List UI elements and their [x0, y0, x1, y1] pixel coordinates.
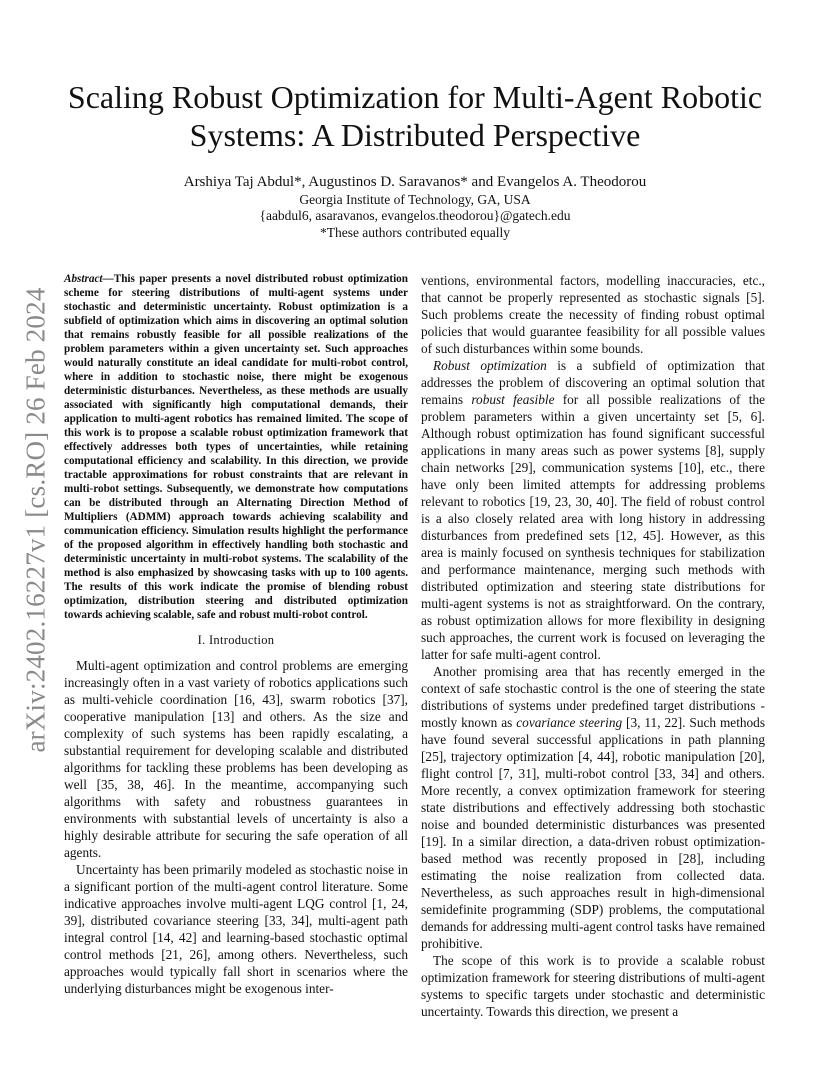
body-paragraph [421, 272, 765, 357]
author-list: Arshiya Taj Abdul*, Augustinos D. Saravanos* and Evangelos A. Theodorou [183, 174, 647, 190]
paragraph-text: Another promising area that has recently emerged in the context of safe stochastic control is the one of steering the state distributions of systems under predefined target distributions - mostly known as [421, 664, 765, 730]
arxiv-identifier-text: arXiv:2402.16227v1 [cs.RO] 26 Feb 2024 [20, 287, 51, 753]
intro-paragraph: Multi-agent optimization and control problems are emerging increasingly often in a vast variety of robotics applications such as multi-vehicle coordination [16, 43], swarm robotics [37], cooperative manipulation [13] and others. As the size and complexity of such systems has been rapidly escalating, a substantial requirement for developing scalable and distributed algorithms for tackling these problems has been developing as well [35, 38, 46]. In the meantime, accompanying such algorithms with safety and robustness guarantees in environments with substantial levels of uncertainty is also a highly desirable attribute for securing the safe operation of all agents. [64, 658, 408, 860]
body-paragraph [421, 663, 765, 952]
paper-title: Scaling Robust Optimization for Multi-Agent Robotic Systems: A Distributed Perspective [67, 79, 763, 153]
body-paragraph [421, 952, 765, 1020]
paragraph-text: [3, 11, 22]. Such methods have found several successful applications in path planning [25], trajectory optimization [4, 44], robotic manipulation [20], flight control [7, 31], multi-robot control [33, 34] and others. More recently, a convex optimization framework for steering state distributions and effectively addressing both stochastic noise and bounded deterministic disturbances was presented [19]. In a similar direction, a data-driven robust optimization-based method was recently proposed in [28], including estimating the noise realization from collected data. Nevertheless, as such approaches result in high-dimensional semidefinite programming (SDP) problems, the computational demands for addressing multi-agent control tasks have remained prohibitive. [421, 715, 766, 951]
emphasis-text: covariance steering [516, 715, 623, 730]
emphasis-text: Robust optimization [433, 358, 547, 373]
emphasis-text: robust feasible [471, 392, 555, 407]
abstract-text: —This paper presents a novel distributed robust optimization scheme for steering distributions of multi-agent systems under stochastic and deterministic uncertainty. Robust optimization is a subfield of optimization which aims in discovering an optimal solution that remains robustly feasible for all possible realizations of the problem parameters within a given uncertainty set. Such approaches would naturally constitute an ideal candidate for multi-robot control, where in addition to stochastic noise, there might be exogenous deterministic disturbances. Nevertheless, as these methods are usually associated with significantly high computational demands, their application to multi-agent robotics has remained limited. The scope of this work is to propose a scalable robust optimization framework that effectively addresses both types of uncertainties, while retaining computational efficiency and scalability. In this direction, we provide tractable approximations for robust constraints that are relevant in multi-robot settings. Subsequently, we demonstrate how computations can be distributed through an Alternating Direction Method of Multipliers (ADMM) approach towards achieving scalability and communication efficiency. Simulation results highlight the performance of the proposed algorithm in effectively handling both stochastic and deterministic uncertainty in multi-robot systems. The scalability of the method is also emphasized by showcasing tasks with up to 100 agents. The results of this work indicate the promise of blending robust optimization, distribution steering and distributed optimization towards achieving scalable, safe and robust multi-robot control. [64, 273, 408, 621]
abstract-label: Abstract [64, 273, 103, 285]
author-emails: {aabdul6, asaravanos, evangelos.theodorou}@gatech.edu [259, 208, 571, 223]
body-paragraph [421, 357, 765, 663]
paragraph-text: ventions, environmental factors, modelling inaccuracies, etc., that cannot be properly represented as stochastic signals [5]. Such problems create the necessity of finding robust optimal policies that would guarantee feasibility for all possible values of such disturbances within some bounds. [421, 273, 765, 356]
section-heading-introduction: I. Introduction [197, 633, 275, 647]
equal-contribution-note: *These authors contributed equally [319, 225, 511, 240]
left-column [64, 272, 408, 997]
paragraph-text: The scope of this work is to provide a scalable robust optimization framework for steering distributions of multi-agent systems to specific targets under stochastic and deterministic uncertainty. Towards this direction, we present a [421, 953, 765, 1019]
paragraph-text: is a subfield of optimization that addresses the problem of discovering an optimal solution that remains [421, 358, 765, 407]
arxiv-identifier-stamp [18, 285, 54, 755]
intro-paragraph: Uncertainty has been primarily modeled as stochastic noise in a significant portion of the multi-agent control literature. Some indicative approaches involve multi-agent LQG control [1, 24, 39], distributed covariance steering [33, 34], multi-agent path integral control [14, 42] and learning-based stochastic optimal control methods [21, 26], among others. Nevertheless, such approaches would typically fall short in scenarios where the underlying disturbances might be exogenous inter- [64, 862, 408, 996]
affiliation: Georgia Institute of Technology, GA, USA [299, 192, 531, 207]
abstract [64, 272, 408, 622]
paragraph-text: for all possible realizations of the problem parameters within a given uncertainty set [5, 6]. Although robust optimization has found significant successful applications in many areas such as power systems [8], supply chain networks [29], communication systems [10], etc., there have only been limited attempts for addressing problems relevant to robotics [19, 23, 30, 40]. The field of robust control is a also closely related area with long history in addressing disturbances from predefined sets [12, 45]. However, as this area is mainly focused on synthesis techniques for stabilization and performance maintenance, merging such methods with distributed optimization and steering state distributions for multi-agent systems is not as straightforward. On the contrary, as robust optimization allows for more flexibility in designing such approaches, the current work is focused on leveraging the latter for safe multi-agent control. [421, 392, 765, 662]
right-column [421, 272, 765, 1020]
